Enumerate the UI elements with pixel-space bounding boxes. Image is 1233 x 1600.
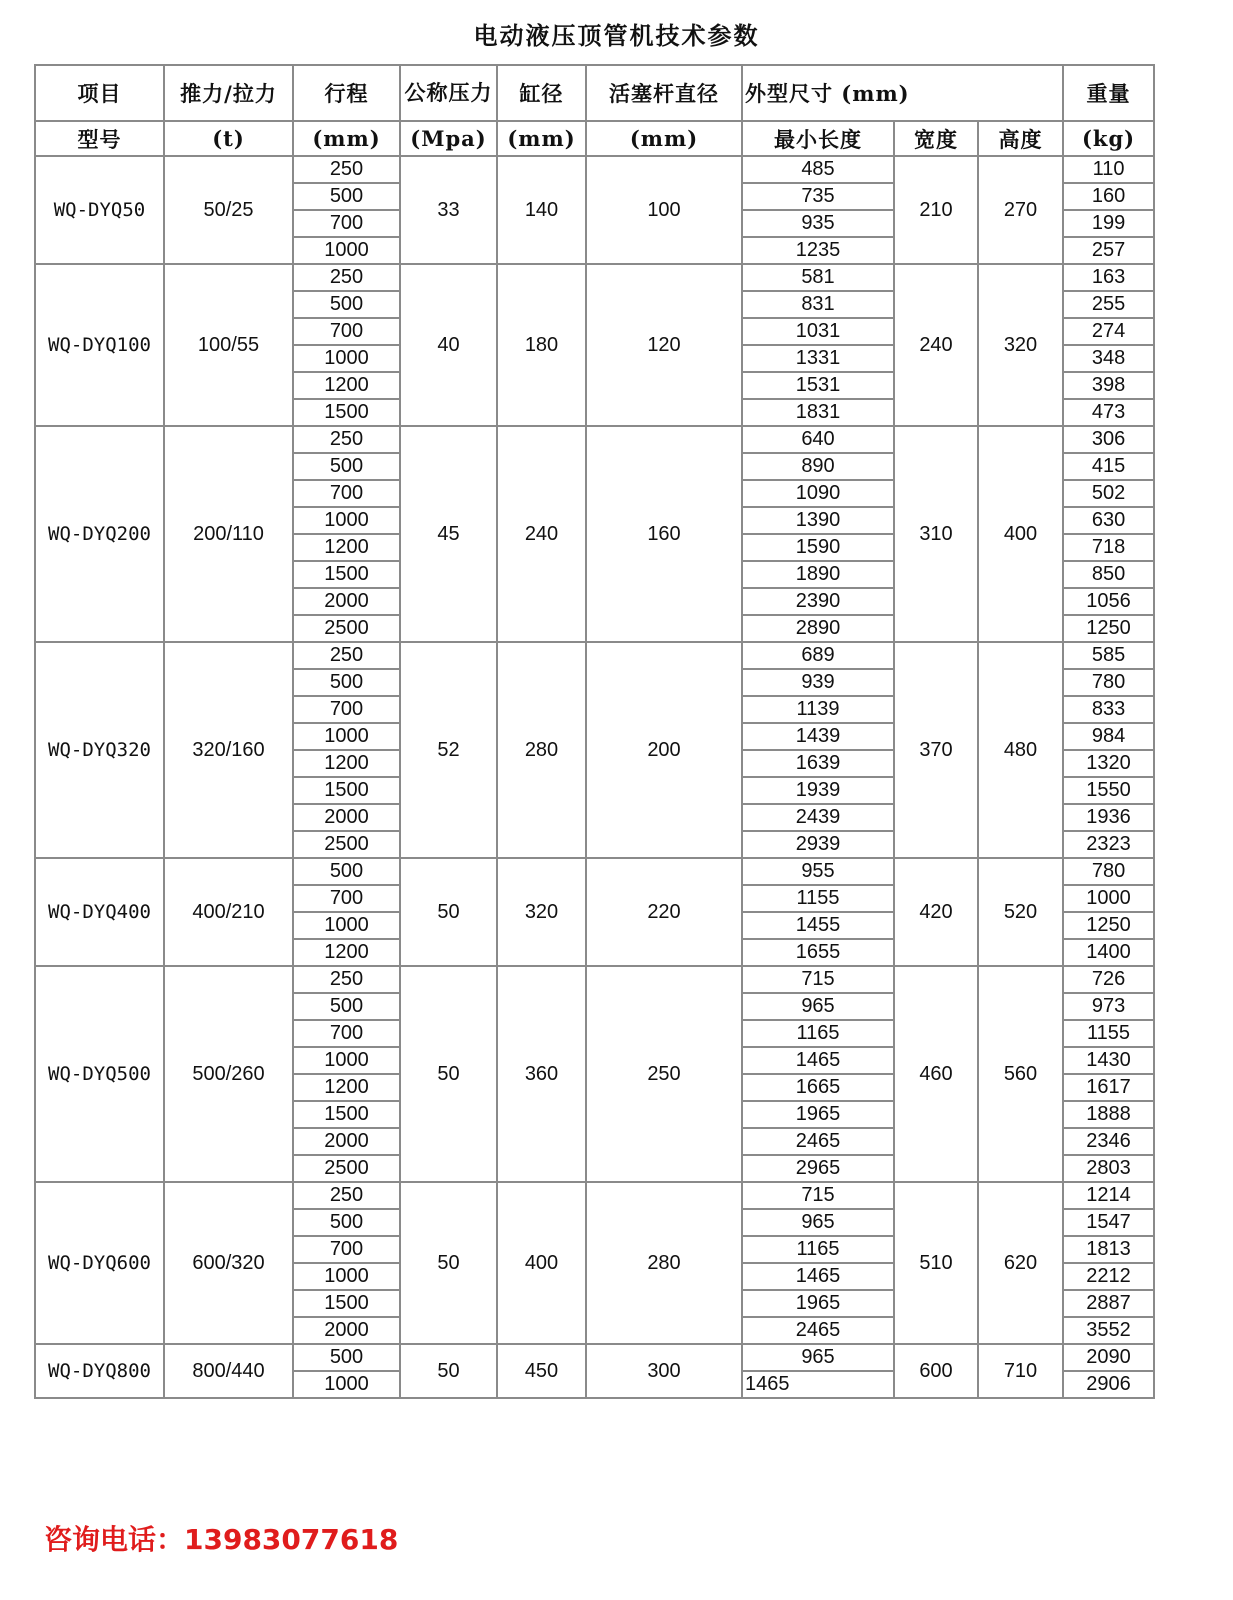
- weight-cell: 1056: [1063, 588, 1154, 615]
- height-cell: 520: [978, 858, 1063, 966]
- model-cell: WQ-DYQ600: [35, 1182, 164, 1344]
- weight-cell: 110: [1063, 156, 1154, 183]
- weight-cell: 973: [1063, 993, 1154, 1020]
- stroke-cell: 500: [293, 183, 400, 210]
- stroke-cell: 500: [293, 1344, 400, 1371]
- stroke-cell: 1000: [293, 1263, 400, 1290]
- weight-cell: 2212: [1063, 1263, 1154, 1290]
- weight-cell: 718: [1063, 534, 1154, 561]
- stroke-cell: 700: [293, 480, 400, 507]
- min-length-cell: 2939: [742, 831, 894, 858]
- bore-cell: 360: [497, 966, 586, 1182]
- thrust-cell: 500/260: [164, 966, 293, 1182]
- min-length-cell: 1465: [742, 1371, 894, 1398]
- weight-cell: 1617: [1063, 1074, 1154, 1101]
- width-cell: 310: [894, 426, 978, 642]
- header-rod: 活塞杆直径: [586, 65, 742, 121]
- weight-cell: 1813: [1063, 1236, 1154, 1263]
- stroke-cell: 1500: [293, 1290, 400, 1317]
- pressure-cell: 33: [400, 156, 497, 264]
- min-length-cell: 1390: [742, 507, 894, 534]
- weight-cell: 2887: [1063, 1290, 1154, 1317]
- spec-table: [34, 64, 1155, 1399]
- stroke-cell: 500: [293, 669, 400, 696]
- stroke-cell: 250: [293, 642, 400, 669]
- stroke-cell: 1500: [293, 777, 400, 804]
- stroke-cell: 700: [293, 1236, 400, 1263]
- width-cell: 600: [894, 1344, 978, 1398]
- stroke-cell: 2500: [293, 615, 400, 642]
- pressure-cell: 50: [400, 1344, 497, 1398]
- stroke-cell: 2000: [293, 588, 400, 615]
- height-cell: 320: [978, 264, 1063, 426]
- stroke-cell: 700: [293, 696, 400, 723]
- weight-cell: 1250: [1063, 912, 1154, 939]
- min-length-cell: 1455: [742, 912, 894, 939]
- stroke-cell: 2000: [293, 1128, 400, 1155]
- width-cell: 510: [894, 1182, 978, 1344]
- bore-cell: 400: [497, 1182, 586, 1344]
- min-length-cell: 1665: [742, 1074, 894, 1101]
- table-row: [35, 642, 1154, 669]
- weight-cell: 984: [1063, 723, 1154, 750]
- weight-cell: 473: [1063, 399, 1154, 426]
- min-length-cell: 1655: [742, 939, 894, 966]
- header-row-1: [35, 65, 1154, 121]
- width-cell: 460: [894, 966, 978, 1182]
- min-length-cell: 831: [742, 291, 894, 318]
- stroke-cell: 250: [293, 264, 400, 291]
- min-length-cell: 2390: [742, 588, 894, 615]
- thrust-cell: 320/160: [164, 642, 293, 858]
- weight-cell: 415: [1063, 453, 1154, 480]
- height-cell: 270: [978, 156, 1063, 264]
- bore-cell: 240: [497, 426, 586, 642]
- table-row: [35, 156, 1154, 183]
- header-pressure-unit: (Mpa): [400, 121, 497, 156]
- thrust-cell: 200/110: [164, 426, 293, 642]
- stroke-cell: 1000: [293, 723, 400, 750]
- min-length-cell: 1531: [742, 372, 894, 399]
- width-cell: 370: [894, 642, 978, 858]
- stroke-cell: 500: [293, 1209, 400, 1236]
- table-row: [35, 858, 1154, 885]
- header-stroke-unit: (mm): [293, 121, 400, 156]
- table-body: [35, 156, 1154, 1398]
- min-length-cell: 1331: [742, 345, 894, 372]
- weight-cell: 850: [1063, 561, 1154, 588]
- header-stroke: 行程: [293, 65, 400, 121]
- rod-cell: 250: [586, 966, 742, 1182]
- pressure-cell: 45: [400, 426, 497, 642]
- weight-cell: 348: [1063, 345, 1154, 372]
- header-height: 高度: [978, 121, 1063, 156]
- weight-cell: 160: [1063, 183, 1154, 210]
- table-row: [35, 1182, 1154, 1209]
- weight-cell: 630: [1063, 507, 1154, 534]
- table-row: [35, 426, 1154, 453]
- pressure-cell: 40: [400, 264, 497, 426]
- model-cell: WQ-DYQ500: [35, 966, 164, 1182]
- header-bore-unit: (mm): [497, 121, 586, 156]
- weight-cell: 1400: [1063, 939, 1154, 966]
- weight-cell: 780: [1063, 669, 1154, 696]
- min-length-cell: 735: [742, 183, 894, 210]
- stroke-cell: 1200: [293, 750, 400, 777]
- stroke-cell: 1000: [293, 1047, 400, 1074]
- min-length-cell: 1831: [742, 399, 894, 426]
- stroke-cell: 1000: [293, 237, 400, 264]
- header-weight-unit: (kg): [1063, 121, 1154, 156]
- thrust-cell: 800/440: [164, 1344, 293, 1398]
- weight-cell: 1320: [1063, 750, 1154, 777]
- stroke-cell: 700: [293, 1020, 400, 1047]
- height-cell: 480: [978, 642, 1063, 858]
- pressure-cell: 50: [400, 1182, 497, 1344]
- rod-cell: 220: [586, 858, 742, 966]
- weight-cell: 1888: [1063, 1101, 1154, 1128]
- model-cell: WQ-DYQ200: [35, 426, 164, 642]
- min-length-cell: 1031: [742, 318, 894, 345]
- min-length-cell: 1165: [742, 1020, 894, 1047]
- min-length-cell: 715: [742, 966, 894, 993]
- min-length-cell: 485: [742, 156, 894, 183]
- stroke-cell: 250: [293, 1182, 400, 1209]
- min-length-cell: 965: [742, 1209, 894, 1236]
- weight-cell: 163: [1063, 264, 1154, 291]
- height-cell: 560: [978, 966, 1063, 1182]
- weight-cell: 1547: [1063, 1209, 1154, 1236]
- min-length-cell: 1235: [742, 237, 894, 264]
- min-length-cell: 2890: [742, 615, 894, 642]
- min-length-cell: 965: [742, 1344, 894, 1371]
- weight-cell: 502: [1063, 480, 1154, 507]
- page-title: 电动液压顶管机技术参数: [473, 21, 760, 50]
- min-length-cell: 1590: [742, 534, 894, 561]
- weight-cell: 257: [1063, 237, 1154, 264]
- weight-cell: 1430: [1063, 1047, 1154, 1074]
- bore-cell: 320: [497, 858, 586, 966]
- weight-cell: 2803: [1063, 1155, 1154, 1182]
- weight-cell: 1214: [1063, 1182, 1154, 1209]
- min-length-cell: 1965: [742, 1101, 894, 1128]
- weight-cell: 2323: [1063, 831, 1154, 858]
- min-length-cell: 1439: [742, 723, 894, 750]
- min-length-cell: 1939: [742, 777, 894, 804]
- min-length-cell: 1139: [742, 696, 894, 723]
- stroke-cell: 700: [293, 318, 400, 345]
- rod-cell: 160: [586, 426, 742, 642]
- weight-cell: 274: [1063, 318, 1154, 345]
- min-length-cell: 2465: [742, 1128, 894, 1155]
- min-length-cell: 1090: [742, 480, 894, 507]
- weight-cell: 1936: [1063, 804, 1154, 831]
- weight-cell: 833: [1063, 696, 1154, 723]
- table-row: [35, 966, 1154, 993]
- weight-cell: 255: [1063, 291, 1154, 318]
- width-cell: 240: [894, 264, 978, 426]
- min-length-cell: 2439: [742, 804, 894, 831]
- rod-cell: 120: [586, 264, 742, 426]
- header-rod-unit: (mm): [586, 121, 742, 156]
- model-cell: WQ-DYQ50: [35, 156, 164, 264]
- header-row-2: [35, 121, 1154, 156]
- stroke-cell: 1500: [293, 561, 400, 588]
- weight-cell: 780: [1063, 858, 1154, 885]
- header-thrust: 推力/拉力: [164, 65, 293, 121]
- min-length-cell: 2965: [742, 1155, 894, 1182]
- stroke-cell: 1000: [293, 912, 400, 939]
- min-length-cell: 890: [742, 453, 894, 480]
- stroke-cell: 1200: [293, 534, 400, 561]
- header-thrust-unit: (t): [164, 121, 293, 156]
- min-length-cell: 1155: [742, 885, 894, 912]
- bore-cell: 280: [497, 642, 586, 858]
- height-cell: 710: [978, 1344, 1063, 1398]
- model-cell: WQ-DYQ320: [35, 642, 164, 858]
- stroke-cell: 2000: [293, 1317, 400, 1344]
- model-cell: WQ-DYQ400: [35, 858, 164, 966]
- bore-cell: 140: [497, 156, 586, 264]
- rod-cell: 100: [586, 156, 742, 264]
- weight-cell: 1550: [1063, 777, 1154, 804]
- stroke-cell: 250: [293, 966, 400, 993]
- thrust-cell: 400/210: [164, 858, 293, 966]
- weight-cell: 726: [1063, 966, 1154, 993]
- weight-cell: 1250: [1063, 615, 1154, 642]
- header-pressure: 公称压力: [400, 65, 497, 121]
- weight-cell: 398: [1063, 372, 1154, 399]
- stroke-cell: 500: [293, 453, 400, 480]
- header-bore: 缸径: [497, 65, 586, 121]
- header-width: 宽度: [894, 121, 978, 156]
- bore-cell: 450: [497, 1344, 586, 1398]
- weight-cell: 2906: [1063, 1371, 1154, 1398]
- min-length-cell: 935: [742, 210, 894, 237]
- header-model: 型号: [35, 121, 164, 156]
- weight-cell: 585: [1063, 642, 1154, 669]
- stroke-cell: 2000: [293, 804, 400, 831]
- height-cell: 400: [978, 426, 1063, 642]
- stroke-cell: 1500: [293, 399, 400, 426]
- stroke-cell: 500: [293, 993, 400, 1020]
- rod-cell: 300: [586, 1344, 742, 1398]
- header-min-length: 最小长度: [742, 121, 894, 156]
- model-cell: WQ-DYQ100: [35, 264, 164, 426]
- stroke-cell: 1200: [293, 1074, 400, 1101]
- stroke-cell: 500: [293, 858, 400, 885]
- stroke-cell: 700: [293, 210, 400, 237]
- header-item: 项目: [35, 65, 164, 121]
- weight-cell: 2346: [1063, 1128, 1154, 1155]
- pressure-cell: 50: [400, 966, 497, 1182]
- min-length-cell: 1639: [742, 750, 894, 777]
- pressure-cell: 52: [400, 642, 497, 858]
- weight-cell: 3552: [1063, 1317, 1154, 1344]
- header-dims: 外型尺寸 (mm): [742, 65, 1063, 121]
- rod-cell: 200: [586, 642, 742, 858]
- min-length-cell: 581: [742, 264, 894, 291]
- weight-cell: 199: [1063, 210, 1154, 237]
- contact-phone: 咨询电话：13983077618: [44, 1523, 399, 1556]
- stroke-cell: 250: [293, 426, 400, 453]
- table-row: [35, 1344, 1154, 1371]
- min-length-cell: 640: [742, 426, 894, 453]
- stroke-cell: 2500: [293, 1155, 400, 1182]
- stroke-cell: 700: [293, 885, 400, 912]
- weight-cell: 2090: [1063, 1344, 1154, 1371]
- stroke-cell: 1000: [293, 345, 400, 372]
- thrust-cell: 50/25: [164, 156, 293, 264]
- min-length-cell: 689: [742, 642, 894, 669]
- stroke-cell: 1500: [293, 1101, 400, 1128]
- min-length-cell: 715: [742, 1182, 894, 1209]
- width-cell: 210: [894, 156, 978, 264]
- weight-cell: 1000: [1063, 885, 1154, 912]
- min-length-cell: 955: [742, 858, 894, 885]
- bore-cell: 180: [497, 264, 586, 426]
- stroke-cell: 1200: [293, 372, 400, 399]
- width-cell: 420: [894, 858, 978, 966]
- min-length-cell: 1465: [742, 1047, 894, 1074]
- stroke-cell: 1200: [293, 939, 400, 966]
- stroke-cell: 1000: [293, 1371, 400, 1398]
- pressure-cell: 50: [400, 858, 497, 966]
- model-cell: WQ-DYQ800: [35, 1344, 164, 1398]
- thrust-cell: 100/55: [164, 264, 293, 426]
- stroke-cell: 1000: [293, 507, 400, 534]
- thrust-cell: 600/320: [164, 1182, 293, 1344]
- min-length-cell: 1165: [742, 1236, 894, 1263]
- height-cell: 620: [978, 1182, 1063, 1344]
- header-weight: 重量: [1063, 65, 1154, 121]
- table-row: [35, 264, 1154, 291]
- stroke-cell: 250: [293, 156, 400, 183]
- rod-cell: 280: [586, 1182, 742, 1344]
- min-length-cell: 2465: [742, 1317, 894, 1344]
- weight-cell: 1155: [1063, 1020, 1154, 1047]
- stroke-cell: 500: [293, 291, 400, 318]
- weight-cell: 306: [1063, 426, 1154, 453]
- min-length-cell: 939: [742, 669, 894, 696]
- stroke-cell: 2500: [293, 831, 400, 858]
- min-length-cell: 1890: [742, 561, 894, 588]
- min-length-cell: 1465: [742, 1263, 894, 1290]
- min-length-cell: 1965: [742, 1290, 894, 1317]
- min-length-cell: 965: [742, 993, 894, 1020]
